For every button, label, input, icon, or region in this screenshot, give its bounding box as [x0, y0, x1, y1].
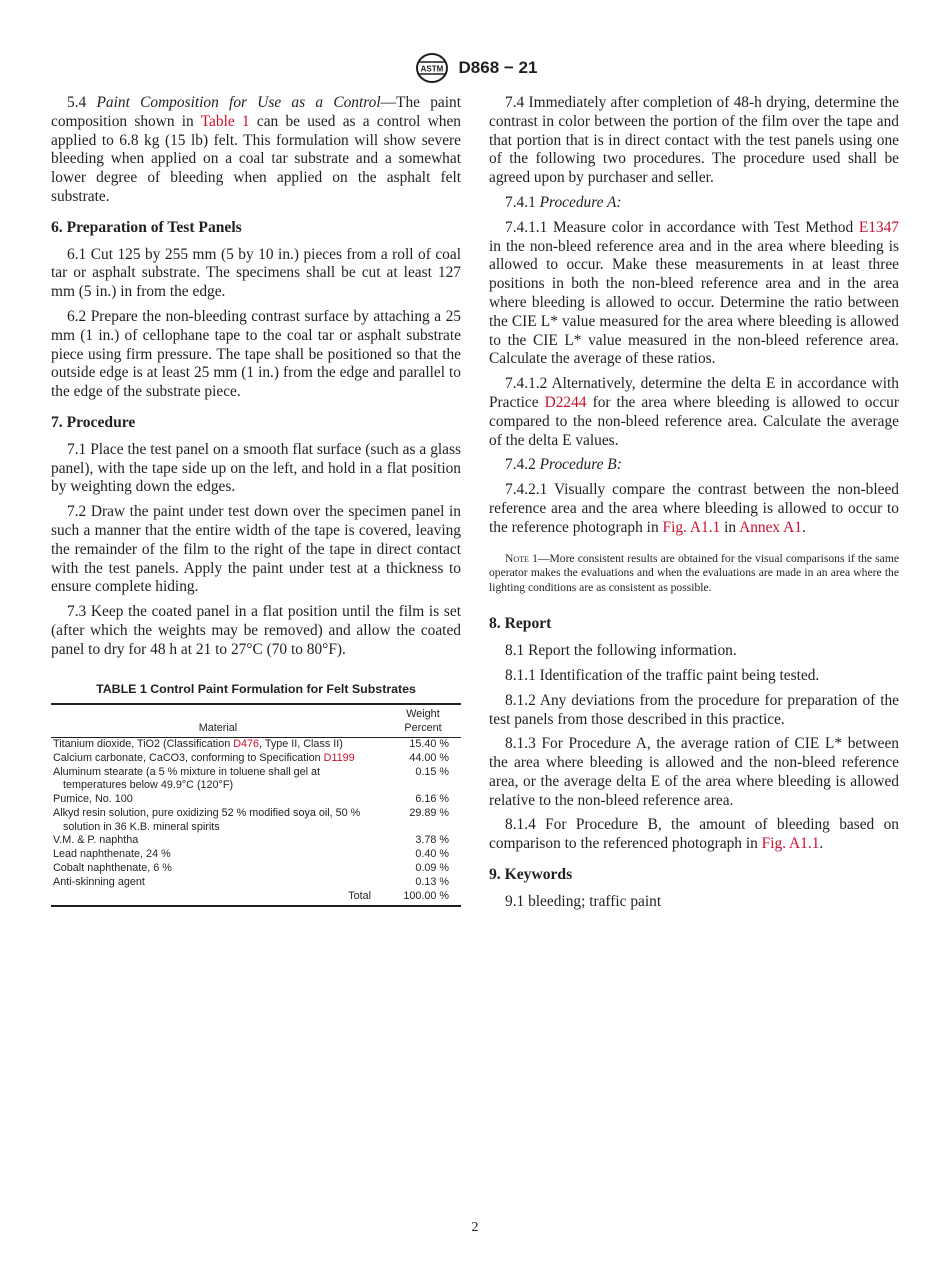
section-6-1: 6.1 Cut 125 by 255 mm (5 by 10 in.) pieces from a roll of coal tar or asphalt substrate. The specimens shall be cut at least 127 mm (5 in.) in from the edge. — [51, 245, 461, 301]
section-7-4-2: 7.4.2 Procedure B: — [505, 456, 622, 474]
e1347-link[interactable]: E1347 — [858, 218, 899, 236]
astm-logo-icon — [413, 52, 451, 84]
table-row: Alkyd resin solution, pure oxidizing 52 % modified soya oil, 50 % solution in 36 K.B. mineral spirits 29.89 % — [53, 806, 449, 833]
section-7-3: 7.3 Keep the coated panel in a flat position until the film is set (after which the weights may be removed) and allow the coated panel to dry for 48 h at 21 to 27°C (70 to 80°F). — [51, 603, 461, 658]
d2244-link[interactable]: D2244 — [544, 393, 587, 411]
fig-a1-1-link[interactable]: Fig. A1.1 — [761, 835, 820, 853]
table-1 — [51, 703, 461, 907]
section-8-1-1: 8.1.1 Identification of the traffic paint being tested. — [505, 666, 820, 684]
fig-a1-1-link[interactable]: Fig. A1.1 — [662, 518, 721, 536]
table-row: Aluminum stearate (a 5 % mixture in toluene shall gel at temperatures below 49.9°C (120°F) 0.15 % — [53, 765, 449, 792]
right-column — [489, 94, 899, 918]
section-7-2: 7.2 Draw the paint under test down over the specimen panel in such a manner that the entire width of the tape is covered, leaving the remainder of the film to the right of the tape in direct contact with the test panels. Apply the paint under test at a thickness to ensure complete hiding. — [51, 503, 461, 596]
section-7-heading: 7. Procedure — [51, 413, 136, 431]
section-8-heading: 8. Report — [489, 615, 552, 633]
svg-text:ASTM: ASTM — [420, 64, 443, 74]
table-row: Titanium dioxide, TiO2 (Classification D476, Type II, Class II) 15.40 % — [53, 737, 449, 750]
section-7-1: 7.1 Place the test panel on a smooth flat surface (such as a glass panel), with the tape side up on the left, and hold in a flat position by weighting down the edges. — [51, 440, 461, 496]
table-row: Pumice, No. 100 6.16 % — [53, 793, 449, 806]
section-7-4-2-1: 7.4.2.1 Visually compare the contrast between the non-bleed reference area and the area where bleeding is allowed to occur to the reference photograph in Fig. A1.1 in Annex A1. — [489, 481, 899, 536]
section-5-4: 5.4 Paint Composition for Use as a Control—The paint composition shown in Table 1 can be used as a control when applied to 6.8 kg (15 lb) felt. This formulation will show severe bleeding when applied on a coal tar substrate and a somewhat lower degree of bleeding when applied on the asphalt felt substrate. — [51, 94, 462, 205]
table-1-link[interactable]: Table 1 — [200, 112, 250, 130]
section-7-4-1: 7.4.1 Procedure A: — [505, 193, 622, 211]
table-row: V.M. & P. naphtha 3.78 % — [53, 834, 449, 847]
page-header — [0, 52, 950, 86]
table-header-weight: Weight Percent — [385, 704, 461, 737]
table-row: Anti-skinning agent 0.13 % — [53, 875, 449, 888]
section-8-1-3: 8.1.3 For Procedure A, the average ration of CIE L* between the area where bleeding is allowed and the non-bleed reference area, or the average delta E of the area where bleeding is allowed relative to the non-bleed reference area. — [489, 735, 899, 809]
table-1-title: TABLE 1 Control Paint Formulation for Felt Substrates — [96, 681, 416, 696]
table-row: Calcium carbonate, CaCO3, conforming to Specification D1199 44.00 % — [53, 751, 449, 764]
note-1: Note 1—More consistent results are obtained for the visual comparisons if the same operator makes the evaluations and when the evaluations are made in an area where the lighting conditions are as consistent as possible. — [489, 551, 899, 594]
annex-a1-link[interactable]: Annex A1 — [739, 518, 802, 536]
left-column — [51, 94, 461, 907]
page-number: 2 — [471, 1220, 479, 1235]
section-7-4-1-1: 7.4.1.1 Measure color in accordance with Test Method E1347 in the non-bleed reference area and in the area where bleeding is allowed to occur. Make these measurements in at least three positions in both the non-bleed reference area and in the area where bleeding is allowed to occur. Determine the ratio between the CIE L* value measured for the area where bleeding is allowed to the CIE L* value measured in the non-bleed reference area. Calculate the average of these ratios. — [489, 218, 899, 368]
table-row: Cobalt naphthenate, 6 % 0.09 % — [53, 862, 449, 875]
section-6-2: 6.2 Prepare the non-bleeding contrast surface by attaching a 25 mm (1 in.) of cellophane tape to the coal tar or asphalt substrate piece using firm pressure. The tape shall be positioned so that the outside edge is at least 25 mm (1 in.) from the edge and parallel to the edge of the substrate piece. — [51, 307, 461, 401]
table-row: Lead naphthenate, 24 % 0.40 % — [53, 848, 449, 861]
d476-link[interactable]: D476 — [233, 737, 260, 750]
section-9-heading: 9. Keywords — [489, 866, 573, 884]
d1199-link[interactable]: D1199 — [323, 751, 355, 764]
section-8-1-4: 8.1.4 For Procedure B, the amount of bleeding based on comparison to the referenced photograph in Fig. A1.1. — [489, 816, 899, 853]
table-total-row: Total 100.00 % — [51, 890, 461, 907]
section-7-4-1-2: 7.4.1.2 Alternatively, determine the delta E in accordance with Practice D2244 for the area where bleeding is allowed to occur compared to the non-bleed reference area. Calculate the average of the delta E values. — [489, 375, 899, 449]
section-8-1: 8.1 Report the following information. — [505, 642, 737, 660]
table-header-material: Material — [51, 704, 385, 737]
section-8-1-2: 8.1.2 Any deviations from the procedure for preparation of the test panels from those described in this practice. — [489, 691, 899, 728]
section-6-heading: 6. Preparation of Test Panels — [51, 218, 242, 236]
document-id: D868 − 21 — [458, 58, 538, 77]
section-9-1: 9.1 bleeding; traffic paint — [505, 892, 662, 910]
section-7-4: 7.4 Immediately after completion of 48-h drying, determine the contrast in color between the portion of the film over the tape and that portion that is in direct contact with the test panels using one of the following two procedures. The procedure used shall be agreed upon by purchaser and seller. — [489, 94, 899, 187]
